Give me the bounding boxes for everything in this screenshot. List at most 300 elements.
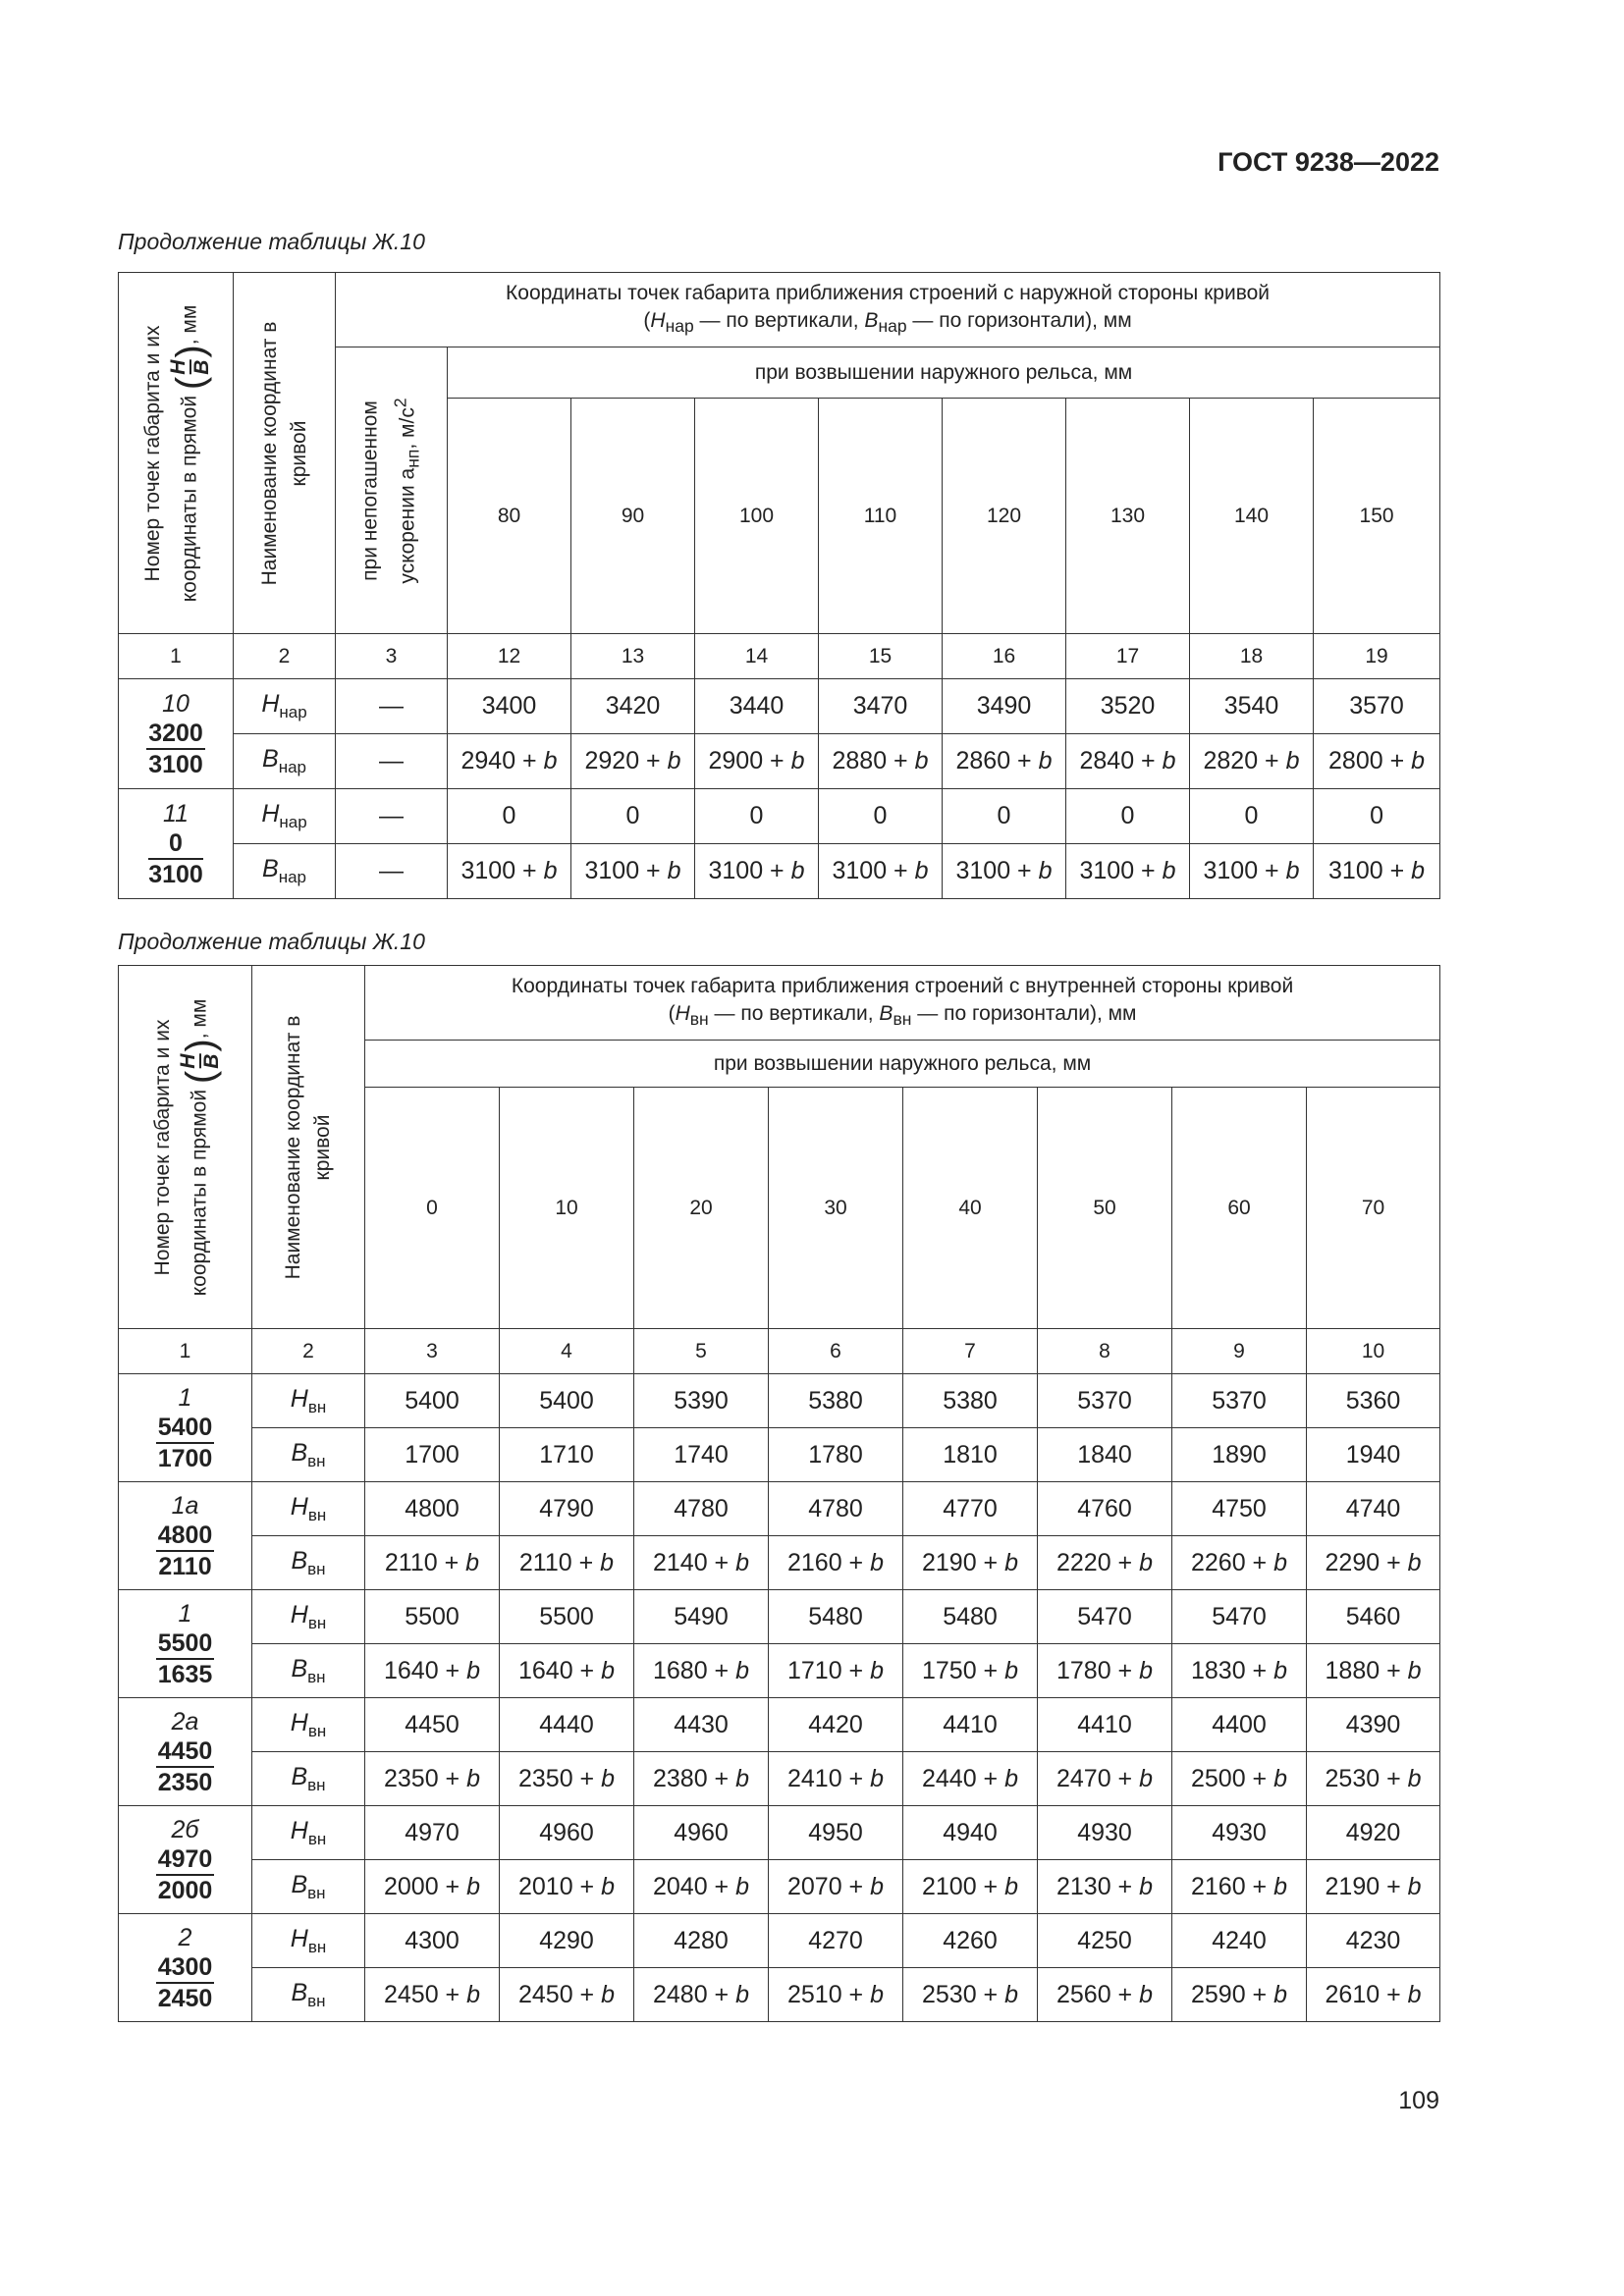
value-cell: 1840 — [1038, 1428, 1172, 1482]
point-height: 0 — [148, 828, 203, 860]
variable-b: b — [543, 857, 558, 884]
point-number: 1 — [178, 1383, 192, 1412]
value-cell: 4260 — [903, 1914, 1038, 1968]
variable-b: b — [1273, 1764, 1287, 1792]
coordinate-symbol — [252, 1752, 365, 1806]
point-height: 4300 — [156, 1952, 215, 1984]
variable-b: b — [1004, 1656, 1018, 1684]
variable-b: b — [1411, 857, 1426, 884]
t2-g-sub2: вн — [893, 1009, 912, 1030]
value-cell: 4430 — [634, 1698, 769, 1752]
t2-colnum: 7 — [903, 1329, 1038, 1374]
variable-b: b — [1038, 747, 1053, 774]
t1-colnum: 15 — [819, 634, 943, 679]
table-row — [119, 1752, 1440, 1806]
t2-elev: 0 — [365, 1088, 500, 1329]
value-cell: 1640 + b — [500, 1644, 634, 1698]
t2-colnum: 1 — [119, 1329, 252, 1374]
value-cell: 1680 + b — [634, 1644, 769, 1698]
variable-b: b — [1038, 857, 1053, 884]
variable-b: b — [466, 1656, 480, 1684]
t1-h1-line2: координаты в прямой ( H B ), мм — [167, 304, 213, 602]
point-coordinates — [148, 828, 203, 889]
t2-g-sub1: вн — [689, 1009, 709, 1030]
table-row — [119, 1806, 1440, 1860]
variable-b: b — [790, 857, 805, 884]
table2-header-point-numbers — [119, 966, 252, 1329]
symbol-letter: B — [291, 1978, 308, 2006]
value-cell: 1710 + b — [769, 1644, 903, 1698]
value-cell: 4740 — [1307, 1482, 1440, 1536]
t1-h1-line2-text: координаты в прямой — [178, 395, 201, 602]
value-cell: 2160 + b — [769, 1536, 903, 1590]
variable-b: b — [601, 1656, 615, 1684]
point-cell — [119, 1914, 252, 2022]
value-cell: 2140 + b — [634, 1536, 769, 1590]
point-cell — [119, 679, 234, 789]
t1-colnum: 16 — [943, 634, 1066, 679]
t2-colnum: 3 — [365, 1329, 500, 1374]
table-row — [119, 1374, 1440, 1428]
t1-g-end: — по горизонтали), мм — [906, 308, 1132, 332]
value-cell: 4230 — [1307, 1914, 1440, 1968]
value-cell: 3470 — [819, 679, 943, 734]
value-cell: 0 — [1190, 789, 1314, 844]
value-cell: 4420 — [769, 1698, 903, 1752]
page-number: 109 — [1398, 2087, 1439, 2114]
table-row — [119, 789, 1440, 844]
t2-group-line2 — [365, 1000, 1439, 1033]
value-cell: 2900 + b — [695, 734, 819, 789]
value-cell: 3520 — [1066, 679, 1190, 734]
t1-group-line2 — [336, 307, 1439, 340]
symbol-letter: B — [291, 1654, 308, 1682]
t1-g-B: B — [864, 308, 879, 332]
value-cell: 0 — [819, 789, 943, 844]
t1-h1-frac-top: H — [167, 359, 189, 375]
value-cell: 4750 — [1172, 1482, 1307, 1536]
point-number: 11 — [163, 799, 189, 828]
coordinate-symbol — [234, 679, 336, 734]
variable-b: b — [1273, 1548, 1287, 1576]
t2-h1-line2-text: координаты в прямой — [188, 1089, 211, 1296]
t1-colnum: 18 — [1190, 634, 1314, 679]
value-cell: 2130 + b — [1038, 1860, 1172, 1914]
value-cell: 5400 — [365, 1374, 500, 1428]
table-row — [119, 1590, 1440, 1644]
value-cell: 3490 — [943, 679, 1066, 734]
value-cell: 4780 — [769, 1482, 903, 1536]
value-cell: 5500 — [500, 1590, 634, 1644]
t2-elev: 30 — [769, 1088, 903, 1329]
variable-b: b — [1285, 747, 1300, 774]
point-number: 10 — [162, 689, 189, 718]
variable-b: b — [667, 747, 681, 774]
value-cell: 2070 + b — [769, 1860, 903, 1914]
value-cell: 2560 + b — [1038, 1968, 1172, 2022]
value-cell: 4940 — [903, 1806, 1038, 1860]
variable-b: b — [601, 1980, 615, 2008]
variable-b: b — [466, 1872, 480, 1900]
point-cell — [119, 789, 234, 899]
value-cell: 3100 + b — [448, 844, 571, 899]
variable-b: b — [790, 747, 805, 774]
point-width: 2450 — [157, 1984, 213, 2012]
point-width: 3100 — [148, 750, 203, 778]
point-cell — [119, 1698, 252, 1806]
symbol-subscript: вн — [307, 1775, 326, 1794]
point-coordinates — [146, 719, 205, 779]
point-coordinates — [156, 1413, 215, 1473]
coordinate-symbol — [234, 789, 336, 844]
variable-b: b — [1139, 1548, 1153, 1576]
variable-b: b — [1407, 1656, 1422, 1684]
value-cell: 2610 + b — [1307, 1968, 1440, 2022]
t1-h3-line2 — [385, 398, 427, 583]
value-cell: 1750 + b — [903, 1644, 1038, 1698]
t1-group-line1: Координаты точек габарита приближения строений с наружной стороны кривой — [506, 281, 1271, 304]
point-height: 4450 — [156, 1736, 215, 1768]
value-cell: 5480 — [903, 1590, 1038, 1644]
symbol-subscript: нар — [279, 813, 307, 831]
value-cell: 4800 — [365, 1482, 500, 1536]
table1-header-point-numbers — [119, 273, 234, 634]
t1-h3-a: ускорении a — [395, 467, 418, 584]
point-width: 3100 — [148, 860, 203, 888]
value-cell: 2350 + b — [365, 1752, 500, 1806]
value-cell: 3100 + b — [695, 844, 819, 899]
point-width: 2350 — [157, 1768, 213, 1796]
variable-b: b — [735, 1872, 749, 1900]
coordinate-symbol — [252, 1590, 365, 1644]
value-cell: 5470 — [1038, 1590, 1172, 1644]
value-cell: 1780 — [769, 1428, 903, 1482]
variable-b: b — [1004, 1764, 1018, 1792]
value-cell: 5460 — [1307, 1590, 1440, 1644]
value-cell: 5370 — [1172, 1374, 1307, 1428]
variable-b: b — [914, 857, 929, 884]
value-cell: 2190 + b — [903, 1536, 1038, 1590]
t1-elev: 120 — [943, 399, 1066, 634]
t2-colnum: 6 — [769, 1329, 903, 1374]
value-cell: 3100 + b — [571, 844, 695, 899]
coordinate-symbol — [252, 1644, 365, 1698]
value-cell: 1780 + b — [1038, 1644, 1172, 1698]
t2-g-mid: — по вертикали, — [708, 1001, 880, 1025]
t2-elev: 50 — [1038, 1088, 1172, 1329]
value-cell: 1700 — [365, 1428, 500, 1482]
value-cell: 0 — [943, 789, 1066, 844]
table1-caption: Продолжение таблицы Ж.10 — [118, 229, 425, 254]
value-cell: 4390 — [1307, 1698, 1440, 1752]
value-cell: 2530 + b — [903, 1968, 1038, 2022]
value-cell: 1640 + b — [365, 1644, 500, 1698]
value-cell: 4300 — [365, 1914, 500, 1968]
point-height: 3200 — [146, 719, 205, 750]
document-title: ГОСТ 9238—2022 — [1218, 147, 1439, 177]
table-row — [119, 1860, 1440, 1914]
coordinate-symbol — [252, 1482, 365, 1536]
table-row — [119, 1428, 1440, 1482]
t1-h2-line2: кривой — [287, 420, 310, 486]
symbol-letter: B — [291, 1870, 308, 1898]
t2-colnum: 5 — [634, 1329, 769, 1374]
variable-b: b — [1004, 1548, 1018, 1576]
value-cell: 1740 — [634, 1428, 769, 1482]
point-width: 2000 — [157, 1876, 213, 1904]
point-coordinates — [156, 1844, 215, 1905]
point-number: 2б — [171, 1815, 199, 1843]
symbol-subscript: вн — [307, 1883, 326, 1902]
symbol-subscript: вн — [307, 1667, 326, 1686]
value-cell: 4250 — [1038, 1914, 1172, 1968]
t2-g-B: B — [879, 1001, 893, 1025]
point-cell — [119, 1482, 252, 1590]
symbol-letter: B — [291, 1438, 308, 1467]
value-cell: 4270 — [769, 1914, 903, 1968]
value-cell: 3570 — [1314, 679, 1440, 734]
t2-elev: 40 — [903, 1088, 1038, 1329]
t1-g-sub2: нар — [878, 316, 907, 337]
value-cell: 4440 — [500, 1698, 634, 1752]
variable-b: b — [735, 1980, 749, 2008]
value-cell: 2160 + b — [1172, 1860, 1307, 1914]
t1-elev: 110 — [819, 399, 943, 634]
value-cell: 1940 — [1307, 1428, 1440, 1482]
t2-elev: 60 — [1172, 1088, 1307, 1329]
t1-colnum: 1 — [119, 634, 234, 679]
symbol-subscript: нар — [278, 868, 306, 886]
point-width: 2110 — [158, 1552, 212, 1580]
symbol-subscript: вн — [307, 1613, 327, 1632]
table-row — [119, 1482, 1440, 1536]
value-cell: 0 — [571, 789, 695, 844]
t1-elev: 80 — [448, 399, 571, 634]
table1 — [118, 272, 1440, 899]
value-cell: 3100 + b — [1066, 844, 1190, 899]
value-cell: 0 — [1314, 789, 1440, 844]
t1-colnum: 2 — [234, 634, 336, 679]
table1-header-subgroup: при возвышении наружного рельса, мм — [448, 347, 1440, 399]
value-cell: 3540 — [1190, 679, 1314, 734]
variable-b: b — [870, 1872, 884, 1900]
t1-g-open: ( — [643, 308, 651, 332]
value-cell: 2410 + b — [769, 1752, 903, 1806]
value-cell: 4960 — [500, 1806, 634, 1860]
value-cell: 3100 + b — [1190, 844, 1314, 899]
value-cell: 4450 — [365, 1698, 500, 1752]
coordinate-symbol — [252, 1968, 365, 2022]
symbol-letter: H — [290, 1600, 308, 1629]
variable-b: b — [870, 1764, 884, 1792]
value-cell: 4960 — [634, 1806, 769, 1860]
value-cell: 2590 + b — [1172, 1968, 1307, 2022]
point-cell — [119, 1374, 252, 1482]
value-cell: 5490 — [634, 1590, 769, 1644]
value-cell: 2840 + b — [1066, 734, 1190, 789]
t2-colnum: 9 — [1172, 1329, 1307, 1374]
value-cell: 0 — [1066, 789, 1190, 844]
value-cell: 2110 + b — [500, 1536, 634, 1590]
value-cell: 2000 + b — [365, 1860, 500, 1914]
symbol-subscript: вн — [307, 1505, 327, 1524]
t2-g-open: ( — [668, 1001, 676, 1025]
symbol-subscript: вн — [307, 1721, 327, 1740]
variable-b: b — [465, 1548, 480, 1576]
coordinate-symbol — [234, 734, 336, 789]
variable-b: b — [1162, 857, 1176, 884]
variable-b: b — [466, 1980, 480, 2008]
table1-header-acceleration — [336, 347, 448, 634]
t2-h1-line2: координаты в прямой ( H B ), мм — [176, 998, 223, 1296]
value-cell: 2110 + b — [365, 1536, 500, 1590]
variable-b: b — [735, 1548, 749, 1576]
variable-b: b — [1407, 1872, 1422, 1900]
variable-b: b — [1139, 1764, 1153, 1792]
value-cell: 4760 — [1038, 1482, 1172, 1536]
value-cell: 4400 — [1172, 1698, 1307, 1752]
point-height: 4970 — [156, 1844, 215, 1876]
symbol-letter: H — [290, 1816, 308, 1844]
variable-b: b — [1273, 1980, 1287, 2008]
value-cell: 2220 + b — [1038, 1536, 1172, 1590]
value-cell: 2800 + b — [1314, 734, 1440, 789]
symbol-subscript: вн — [307, 1559, 326, 1578]
coordinate-symbol — [252, 1536, 365, 1590]
t1-colnum: 14 — [695, 634, 819, 679]
variable-b: b — [1273, 1656, 1287, 1684]
value-cell: 0 — [695, 789, 819, 844]
variable-b: b — [735, 1764, 749, 1792]
table-row — [119, 1968, 1440, 2022]
table2-header-group — [365, 966, 1440, 1041]
t2-h2-line2: кривой — [311, 1114, 334, 1180]
variable-b: b — [1139, 1980, 1153, 2008]
table-row — [119, 1698, 1440, 1752]
t2-colnum: 4 — [500, 1329, 634, 1374]
table2-header-coordinate-name — [252, 966, 365, 1329]
value-cell: 5400 — [500, 1374, 634, 1428]
point-number: 2 — [178, 1923, 192, 1951]
symbol-subscript: вн — [307, 1397, 327, 1416]
value-cell: 4240 — [1172, 1914, 1307, 1968]
t2-elev: 70 — [1307, 1088, 1440, 1329]
value-cell: 3100 + b — [819, 844, 943, 899]
coordinate-symbol — [234, 844, 336, 899]
t2-colnum: 8 — [1038, 1329, 1172, 1374]
value-cell: 3100 + b — [943, 844, 1066, 899]
point-cell — [119, 1590, 252, 1698]
value-cell: 2530 + b — [1307, 1752, 1440, 1806]
point-number: 2а — [171, 1707, 199, 1735]
t1-h2-line1: Наименование координат в — [257, 321, 281, 585]
symbol-letter: B — [291, 1546, 308, 1575]
t2-h1-unit: , мм — [188, 998, 211, 1039]
t1-h3-unit: , м/с — [395, 406, 418, 450]
t1-g-sub1: нар — [665, 316, 694, 337]
variable-b: b — [1139, 1656, 1153, 1684]
variable-b: b — [735, 1656, 749, 1684]
value-cell: 4920 — [1307, 1806, 1440, 1860]
symbol-subscript: нар — [278, 758, 306, 776]
symbol-letter: H — [290, 1384, 308, 1413]
value-cell: 2290 + b — [1307, 1536, 1440, 1590]
value-cell: 2940 + b — [448, 734, 571, 789]
t1-colnum: 13 — [571, 634, 695, 679]
variable-b: b — [601, 1764, 615, 1792]
coordinate-symbol — [252, 1806, 365, 1860]
symbol-letter: B — [291, 1762, 308, 1790]
symbol-subscript: вн — [307, 1991, 326, 2010]
t1-elev: 150 — [1314, 399, 1440, 634]
variable-b: b — [1004, 1872, 1018, 1900]
table-row — [119, 1536, 1440, 1590]
variable-b: b — [601, 1872, 615, 1900]
coordinate-symbol — [252, 1428, 365, 1482]
value-cell: 4790 — [500, 1482, 634, 1536]
value-cell: 3400 — [448, 679, 571, 734]
table-row — [119, 679, 1440, 734]
value-cell: 2920 + b — [571, 734, 695, 789]
variable-b: b — [1407, 1548, 1422, 1576]
t1-h3-sub: нп — [403, 449, 423, 468]
value-cell: 5360 — [1307, 1374, 1440, 1428]
table-row — [119, 1914, 1440, 1968]
t1-h3-line1: при непогашенном — [357, 400, 381, 581]
value-cell: 4770 — [903, 1482, 1038, 1536]
value-cell: 1890 — [1172, 1428, 1307, 1482]
value-cell: 2480 + b — [634, 1968, 769, 2022]
variable-b: b — [870, 1980, 884, 2008]
value-cell: 3100 + b — [1314, 844, 1440, 899]
t2-colnum: 10 — [1307, 1329, 1440, 1374]
t1-g-H: H — [650, 308, 666, 332]
value-cell: 2860 + b — [943, 734, 1066, 789]
t1-colnum: 19 — [1314, 634, 1440, 679]
variable-b: b — [1407, 1980, 1422, 2008]
t2-g-H: H — [675, 1001, 690, 1025]
variable-b: b — [1162, 747, 1176, 774]
point-height: 4800 — [156, 1521, 215, 1552]
symbol-letter: H — [261, 690, 280, 718]
symbol-letter: H — [261, 800, 280, 828]
t2-group-line1: Координаты точек габарита приближения строений с внутренней стороны кривой — [511, 974, 1294, 997]
value-cell: 2470 + b — [1038, 1752, 1172, 1806]
coordinate-symbol — [252, 1914, 365, 1968]
acceleration-value: — — [336, 789, 448, 844]
symbol-subscript: вн — [307, 1829, 327, 1848]
point-height: 5500 — [156, 1629, 215, 1660]
value-cell: 2260 + b — [1172, 1536, 1307, 1590]
variable-b: b — [1004, 1980, 1018, 2008]
value-cell: 4410 — [903, 1698, 1038, 1752]
t1-h1-fraction — [168, 359, 213, 374]
value-cell: 3440 — [695, 679, 819, 734]
coordinate-symbol — [252, 1374, 365, 1428]
value-cell: 2450 + b — [500, 1968, 634, 2022]
symbol-subscript: вн — [307, 1451, 326, 1470]
symbol-letter: H — [290, 1924, 308, 1952]
variable-b: b — [667, 857, 681, 884]
point-cell — [119, 1806, 252, 1914]
value-cell: 4780 — [634, 1482, 769, 1536]
table2 — [118, 965, 1440, 2022]
variable-b: b — [600, 1548, 615, 1576]
table-row — [119, 844, 1440, 899]
t1-elev: 140 — [1190, 399, 1314, 634]
table1-body — [119, 679, 1440, 899]
value-cell: 5480 — [769, 1590, 903, 1644]
